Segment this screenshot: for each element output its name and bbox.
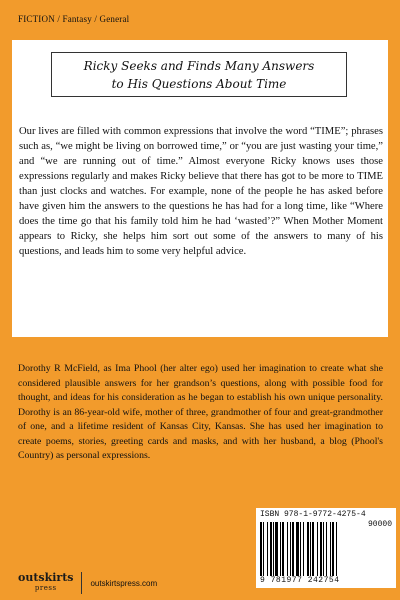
barcode-digits: 9 781977 242754 [260,576,340,585]
barcode-bars [260,522,364,576]
book-title-line-2: to His Questions About Time [111,77,287,91]
barcode-bar [270,522,272,576]
isbn-barcode [256,508,396,588]
barcode-bar [296,522,299,576]
barcode-bar [303,522,304,576]
book-title-box [51,52,347,97]
barcode-bar [323,522,324,576]
description-panel [12,40,388,337]
barcode-bar [330,522,331,576]
book-title-line-1: Ricky Seeks and Finds Many Answers [83,59,315,73]
barcode-bar [307,522,309,576]
barcode-bar [336,522,337,576]
isbn-number: ISBN 978-1-9772-4275-4 [260,510,366,519]
author-bio: Dorothy R McField, as Ima Phool (her alter ego) used her imagination to create what she considered plausible answers for her grandson’s questions, along with possible food for thought, and ideas for his consideration as he began to establish his own unique personality. Dorothy is an 86-year-old wife, mother of three, grandmother of four and great-grandmother of one, and a lifetime resident of Kansas City, Kansas. She has used her imagination to create poems, stories, greeting cards and masks, and with her husband, a blog (Phool's Country) as personal expressions. [18,363,383,461]
publisher-logo [18,573,73,593]
barcode-bar [267,522,268,576]
barcode-bar [263,522,264,576]
barcode-bar [292,522,294,576]
barcode-bar [300,522,301,576]
barcode-bar [282,522,284,576]
publisher-logo-sub: press [34,584,57,592]
barcode-bar [317,522,318,576]
barcode-bar [320,522,322,576]
category-label: FICTION / Fantasy / General [18,14,130,24]
barcode-bar [312,522,314,576]
publisher-logo-main: outskirts [18,571,74,584]
barcode-bar [332,522,334,576]
barcode-bar [326,522,327,576]
barcode-bar [260,522,262,576]
barcode-bar [273,522,274,576]
publisher-website: outskirtspress.com [90,578,158,588]
publisher-divider [81,572,82,594]
barcode-bar [280,522,281,576]
barcode-bar [287,522,288,576]
book-blurb: Our lives are filled with common expressions that involve the word “TIME”; phrases such as, “we might be living on borrowed time,” or “you are just wasting your time,” and “we are running out of time.” Almost everyone Ricky knows uses those expressions regularly and makes Ricky believe that there has got to be more to TIME than just clocks and watches. For example, none of the people he has asked before have given him the answers to the questions he has had for a long time, like “Where does the time go that his family told him he had ‘wasted’?” When Mother Moment appears to Ricky, she helps him sort out some of the answers to many of his questions, and leads him to some very helpful advice. [19,126,383,257]
barcode-bar [275,522,278,576]
barcode-bar [290,522,291,576]
price-code: 90000 [367,520,392,529]
publisher-footer [18,572,157,594]
barcode-bar [310,522,311,576]
